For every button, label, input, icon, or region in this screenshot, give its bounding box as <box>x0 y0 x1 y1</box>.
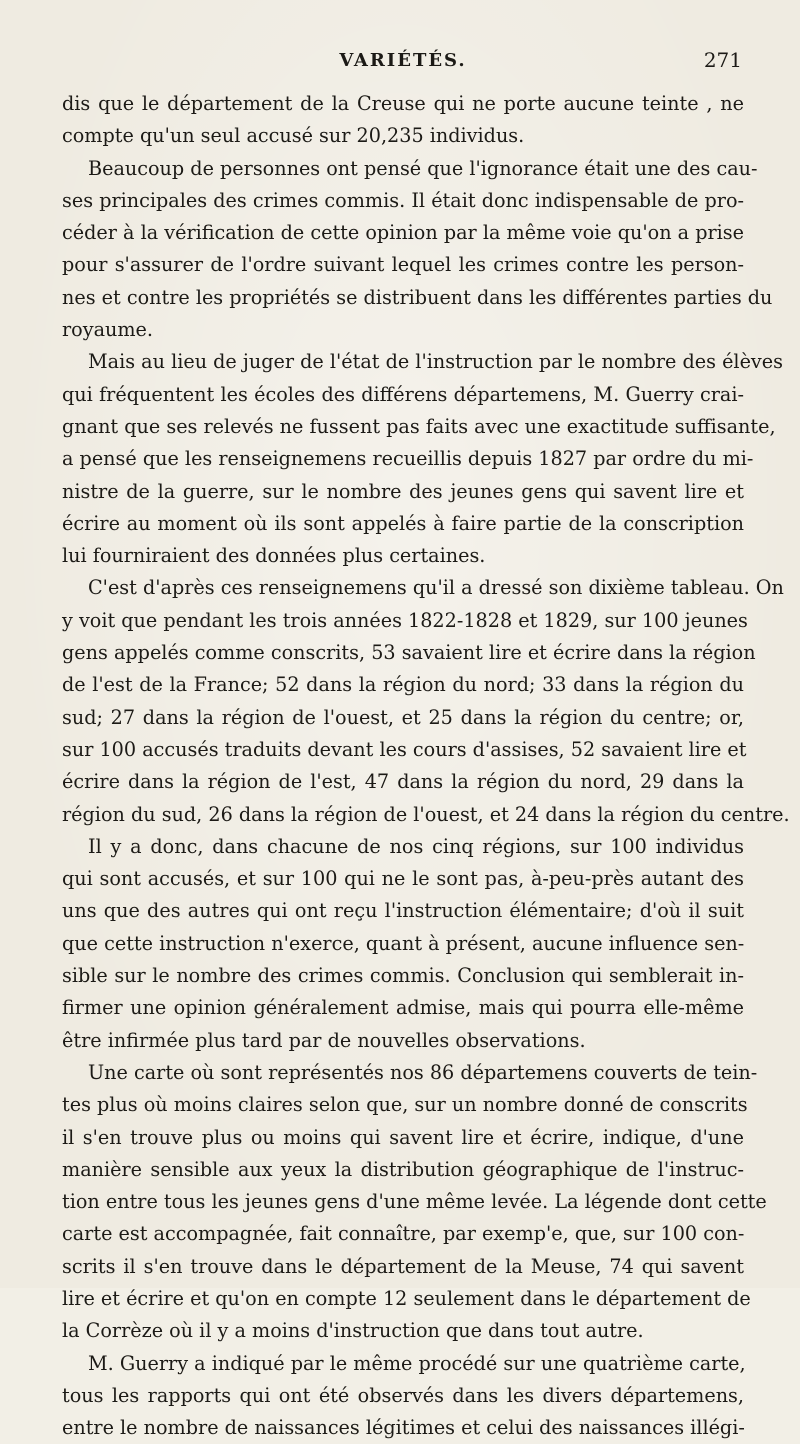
text-line: de l'est de la France; 52 dans la région du nord; 33 dans la région du <box>62 673 744 697</box>
text-line: écrire au moment où ils sont appelés à faire partie de la conscription <box>62 511 744 535</box>
paragraph <box>62 153 773 347</box>
text-line: céder à la vérification de cette opinion par la même voie qu'on a prise <box>62 221 744 245</box>
text-line: sible sur le nombre des crimes commis. Conclusion qui semblerait in- <box>62 964 744 988</box>
paragraph <box>62 572 790 830</box>
text-line: a pensé que les renseignemens recueillis depuis 1827 par ordre du mi- <box>62 447 754 471</box>
text-line: il s'en trouve plus ou moins qui savent lire et écrire, indique, d'une <box>62 1125 744 1149</box>
text-line: Mais au lieu de juger de l'état de l'instruction par le nombre des élèves <box>88 350 783 374</box>
text-line: région du sud, 26 dans la région de l'ouest, et 24 dans la région du centre. <box>62 802 790 826</box>
text-line: y voit que pendant les trois années 1822-1828 et 1829, sur 100 jeunes <box>62 608 748 632</box>
body-text <box>62 88 790 1444</box>
text-line: écrire dans la région de l'est, 47 dans la région du nord, 29 dans la <box>62 770 744 794</box>
text-line: firmer une opinion généralement admise, mais qui pourra elle-même <box>62 996 744 1020</box>
paragraph <box>62 88 744 153</box>
text-line: Beaucoup de personnes ont pensé que l'ignorance était une des cau- <box>88 156 758 180</box>
text-line: compte qu'un seul accusé sur 20,235 individus. <box>62 124 525 148</box>
text-line: royaume. <box>62 318 154 342</box>
text-line: uns que des autres qui ont reçu l'instruction élémentaire; d'où il suit <box>62 899 744 923</box>
text-line: C'est d'après ces renseignemens qu'il a dressé son dixième tableau. On <box>88 576 784 600</box>
text-line: nes et contre les propriétés se distribuent dans les différentes parties du <box>62 285 773 309</box>
text-line: tous les rapports qui ont été observés dans les divers départemens, <box>62 1383 744 1407</box>
text-line: Il y a donc, dans chacune de nos cinq régions, sur 100 individus <box>88 834 744 858</box>
paragraph <box>62 1057 767 1348</box>
text-line: tes plus où moins claires selon que, sur un nombre donné de conscrits <box>62 1093 748 1117</box>
text-line: tion entre tous les jeunes gens d'une même levée. La légende dont cette <box>62 1190 767 1214</box>
text-line: entre le nombre de naissances légitimes et celui des naissances illégi- <box>62 1416 745 1440</box>
text-line: carte est accompagnée, fait connaître, par exemp'e, que, sur 100 con- <box>62 1222 745 1246</box>
text-line: gens appelés comme conscrits, 53 savaient lire et écrire dans la région <box>62 641 756 665</box>
text-line: dis que le département de la Creuse qui ne porte aucune teinte , ne <box>62 92 744 115</box>
text-line: lui fourniraient des données plus certaines. <box>62 544 486 568</box>
text-line: pour s'assurer de l'ordre suivant lequel les crimes contre les person- <box>62 253 744 277</box>
text-line: que cette instruction n'exerce, quant à présent, aucune influence sen- <box>62 931 745 955</box>
page-header <box>62 44 744 84</box>
text-line: M. Guerry a indiqué par le même procédé sur une quatrième carte, <box>88 1351 746 1375</box>
text-line: gnant que ses relevés ne fussent pas faits avec une exactitude suffisante, <box>62 414 776 438</box>
text-line: sud; 27 dans la région de l'ouest, et 25 dans la région du centre; or, <box>62 705 744 729</box>
paragraph <box>62 1348 744 1444</box>
paragraph <box>62 831 744 1057</box>
text-line: être infirmée plus tard par de nouvelles observations. <box>62 1028 586 1052</box>
text-line: scrits il s'en trouve dans le département de la Meuse, 74 qui savent <box>62 1254 744 1278</box>
text-line: la Corrèze où il y a moins d'instruction que dans tout autre. <box>62 1319 644 1343</box>
paragraph <box>62 346 783 572</box>
text-line: Une carte où sont représentés nos 86 départemens couverts de tein- <box>88 1060 758 1084</box>
text-line: manière sensible aux yeux la distribution géographique de l'instruc- <box>62 1157 744 1181</box>
text-line: sur 100 accusés traduits devant les cours d'assises, 52 savaient lire et <box>62 737 747 761</box>
text-line: ses principales des crimes commis. Il était donc indispensable de pro- <box>62 188 744 212</box>
page-number: 271 <box>703 48 742 72</box>
text-line: qui fréquentent les écoles des différens départemens, M. Guerry crai- <box>62 382 744 406</box>
text-line: nistre de la guerre, sur le nombre des jeunes gens qui savent lire et <box>62 479 744 503</box>
running-head: VARIÉTÉS. <box>339 50 467 71</box>
text-line: lire et écrire et qu'on en compte 12 seulement dans le département de <box>62 1286 751 1310</box>
text-line: qui sont accusés, et sur 100 qui ne le sont pas, à-peu-près autant des <box>62 867 744 891</box>
